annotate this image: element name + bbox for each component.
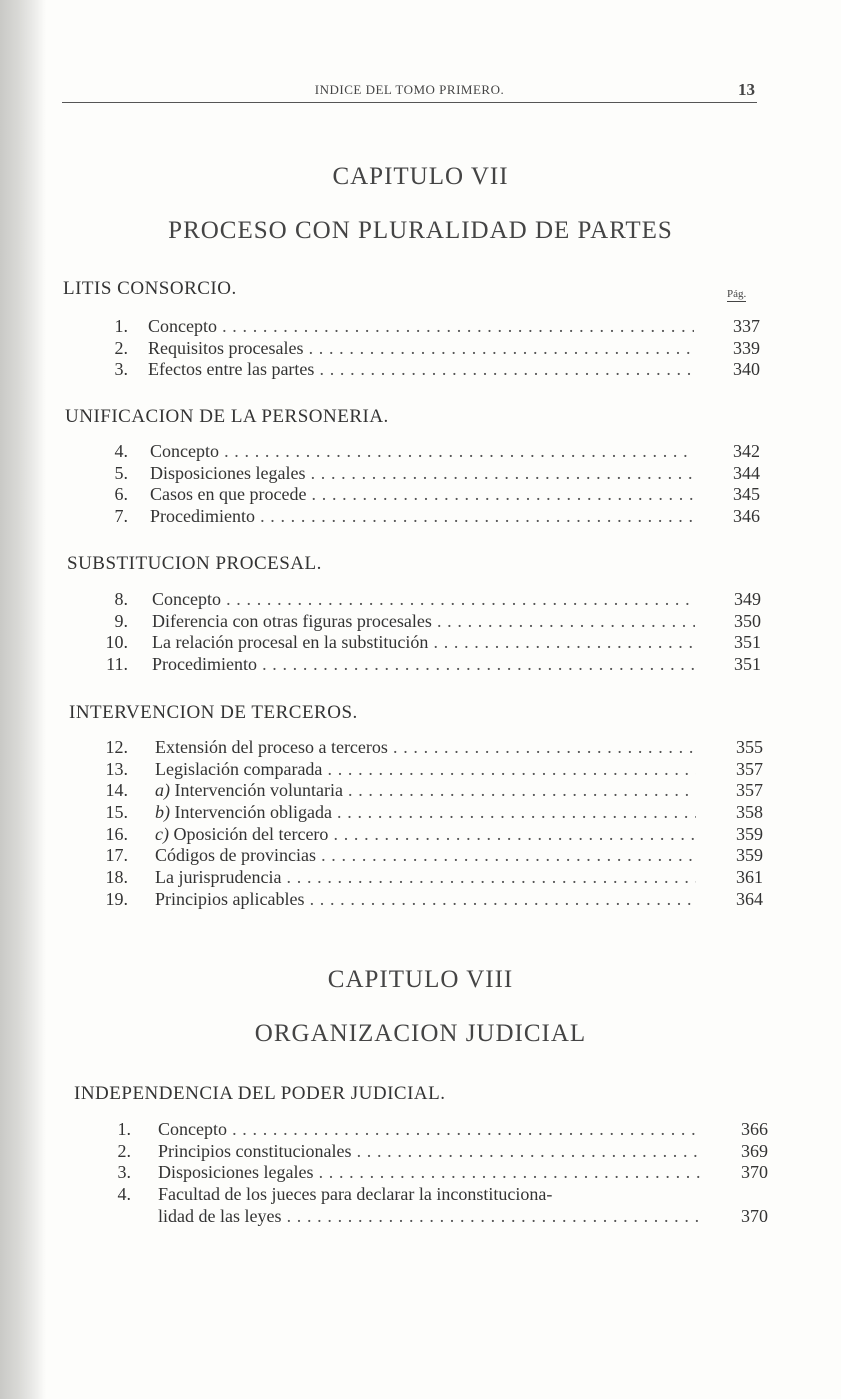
entry-number: 5. bbox=[114, 462, 128, 483]
entry-subletter: c) bbox=[155, 823, 169, 844]
entry-title: b) Intervención obligada . . . bbox=[155, 802, 696, 823]
entry-number: 17. bbox=[105, 845, 128, 866]
entry-number: 7. bbox=[114, 506, 128, 527]
entry-page: 366 bbox=[741, 1119, 768, 1139]
entry-page: 345 bbox=[733, 484, 760, 505]
entry-title: a) Intervención voluntaria . . . bbox=[155, 780, 696, 801]
page-column-label: Pág. bbox=[727, 288, 747, 300]
entry-page: 364 bbox=[736, 888, 763, 909]
entry-page: 344 bbox=[733, 462, 760, 483]
entry-title: Concepto . . . bbox=[158, 1119, 701, 1140]
entry-number: 19. bbox=[105, 888, 128, 909]
running-title: INDICE DEL TOMO PRIMERO. bbox=[314, 82, 505, 97]
entry-title: Concepto . . . bbox=[150, 441, 694, 462]
entry-title: Facultad de los jueces para declarar la inconstituciona- bbox=[158, 1184, 553, 1205]
entry-page: 357 bbox=[736, 758, 763, 779]
entry-title: Diferencia con otras figuras procesales . . . bbox=[152, 611, 695, 632]
entry-number: 2. bbox=[117, 1140, 131, 1161]
section-heading: LITIS CONSORCIO. bbox=[63, 278, 237, 299]
entry-number: 14. bbox=[105, 780, 128, 801]
entry-title: Códigos de provincias . . . bbox=[155, 845, 696, 866]
section-heading: UNIFICACION DE LA PERSONERIA. bbox=[65, 406, 389, 427]
entry-number: 15. bbox=[105, 802, 128, 823]
section-heading: INDEPENDENCIA DEL PODER JUDICIAL. bbox=[74, 1083, 446, 1104]
chapter-number: CAPITULO VIII bbox=[327, 966, 514, 993]
section-heading: INTERVENCION DE TERCEROS. bbox=[69, 702, 358, 723]
entry-number: 12. bbox=[105, 737, 128, 757]
entry-number: 2. bbox=[114, 337, 128, 358]
entry-title: Extensión del proceso a terceros . . . bbox=[155, 737, 696, 758]
entry-number: 9. bbox=[114, 610, 128, 631]
running-head bbox=[62, 80, 757, 103]
entry-title: Efectos entre las partes . . . bbox=[148, 359, 694, 380]
entry-number: 18. bbox=[105, 867, 128, 888]
entry-title: La relación procesal en la substitución . . . bbox=[152, 632, 695, 653]
entry-page: 357 bbox=[736, 780, 763, 801]
entry-subletter: a) bbox=[155, 780, 170, 801]
entry-title: Concepto . . . bbox=[152, 589, 695, 610]
entry-page: 355 bbox=[736, 737, 763, 757]
entry-number: 10. bbox=[105, 632, 128, 653]
chapter-number: CAPITULO VII bbox=[332, 163, 509, 190]
page-number: 13 bbox=[738, 80, 755, 99]
entry-page: 361 bbox=[736, 867, 763, 888]
entry-page: 350 bbox=[734, 610, 761, 631]
entry-page: 339 bbox=[733, 337, 760, 358]
entry-number: 16. bbox=[105, 823, 128, 844]
entry-title: Procedimiento . . . bbox=[152, 654, 695, 675]
entry-number: 8. bbox=[114, 589, 128, 609]
entry-title: c) Oposición del tercero . . . bbox=[155, 824, 696, 845]
entry-title: Disposiciones legales . . . bbox=[158, 1162, 701, 1183]
chapter-title: PROCESO CON PLURALIDAD DE PARTES bbox=[168, 217, 673, 244]
entry-title: lidad de las leyes . . . bbox=[158, 1206, 701, 1227]
entry-number: 3. bbox=[114, 359, 128, 380]
entry-number: 4. bbox=[117, 1184, 131, 1205]
chapter-title: ORGANIZACION JUDICIAL bbox=[254, 1020, 587, 1047]
entry-title: La jurisprudencia . . . bbox=[155, 867, 696, 888]
entry-page: 337 bbox=[733, 316, 760, 336]
entry-subletter: b) bbox=[155, 802, 170, 823]
entry-title: Procedimiento . . . bbox=[150, 506, 694, 527]
entry-page: 370 bbox=[741, 1205, 768, 1226]
entry-title: Principios constitucionales . . . bbox=[158, 1141, 701, 1162]
entry-title: Disposiciones legales . . . bbox=[150, 463, 694, 484]
entry-number: 11. bbox=[106, 654, 128, 675]
entry-number: 4. bbox=[114, 441, 128, 461]
entry-page: 370 bbox=[741, 1162, 768, 1183]
entry-page: 359 bbox=[736, 845, 763, 866]
entry-number: 6. bbox=[114, 484, 128, 505]
entry-page: 351 bbox=[734, 632, 761, 653]
section-heading: SUBSTITUCION PROCESAL. bbox=[67, 553, 322, 574]
entry-page: 340 bbox=[733, 359, 760, 380]
entry-title: Casos en que procede . . . bbox=[150, 484, 694, 505]
entry-number: 13. bbox=[105, 758, 128, 779]
entry-page: 342 bbox=[733, 441, 760, 461]
entry-page: 358 bbox=[736, 802, 763, 823]
entry-page: 349 bbox=[734, 589, 761, 609]
entry-title: Concepto . . . bbox=[148, 316, 694, 337]
entry-title: Requisitos procesales . . . bbox=[148, 338, 694, 359]
entry-number: 1. bbox=[114, 316, 128, 336]
entry-page: 346 bbox=[733, 506, 760, 527]
entry-page: 369 bbox=[741, 1140, 768, 1161]
entry-number: 3. bbox=[117, 1162, 131, 1183]
entry-page: 359 bbox=[736, 823, 763, 844]
entry-title: Legislación comparada . . . bbox=[155, 759, 696, 780]
entry-number: 1. bbox=[117, 1119, 131, 1139]
entry-page: 351 bbox=[734, 654, 761, 675]
entry-title: Principios aplicables . . . bbox=[155, 889, 696, 910]
